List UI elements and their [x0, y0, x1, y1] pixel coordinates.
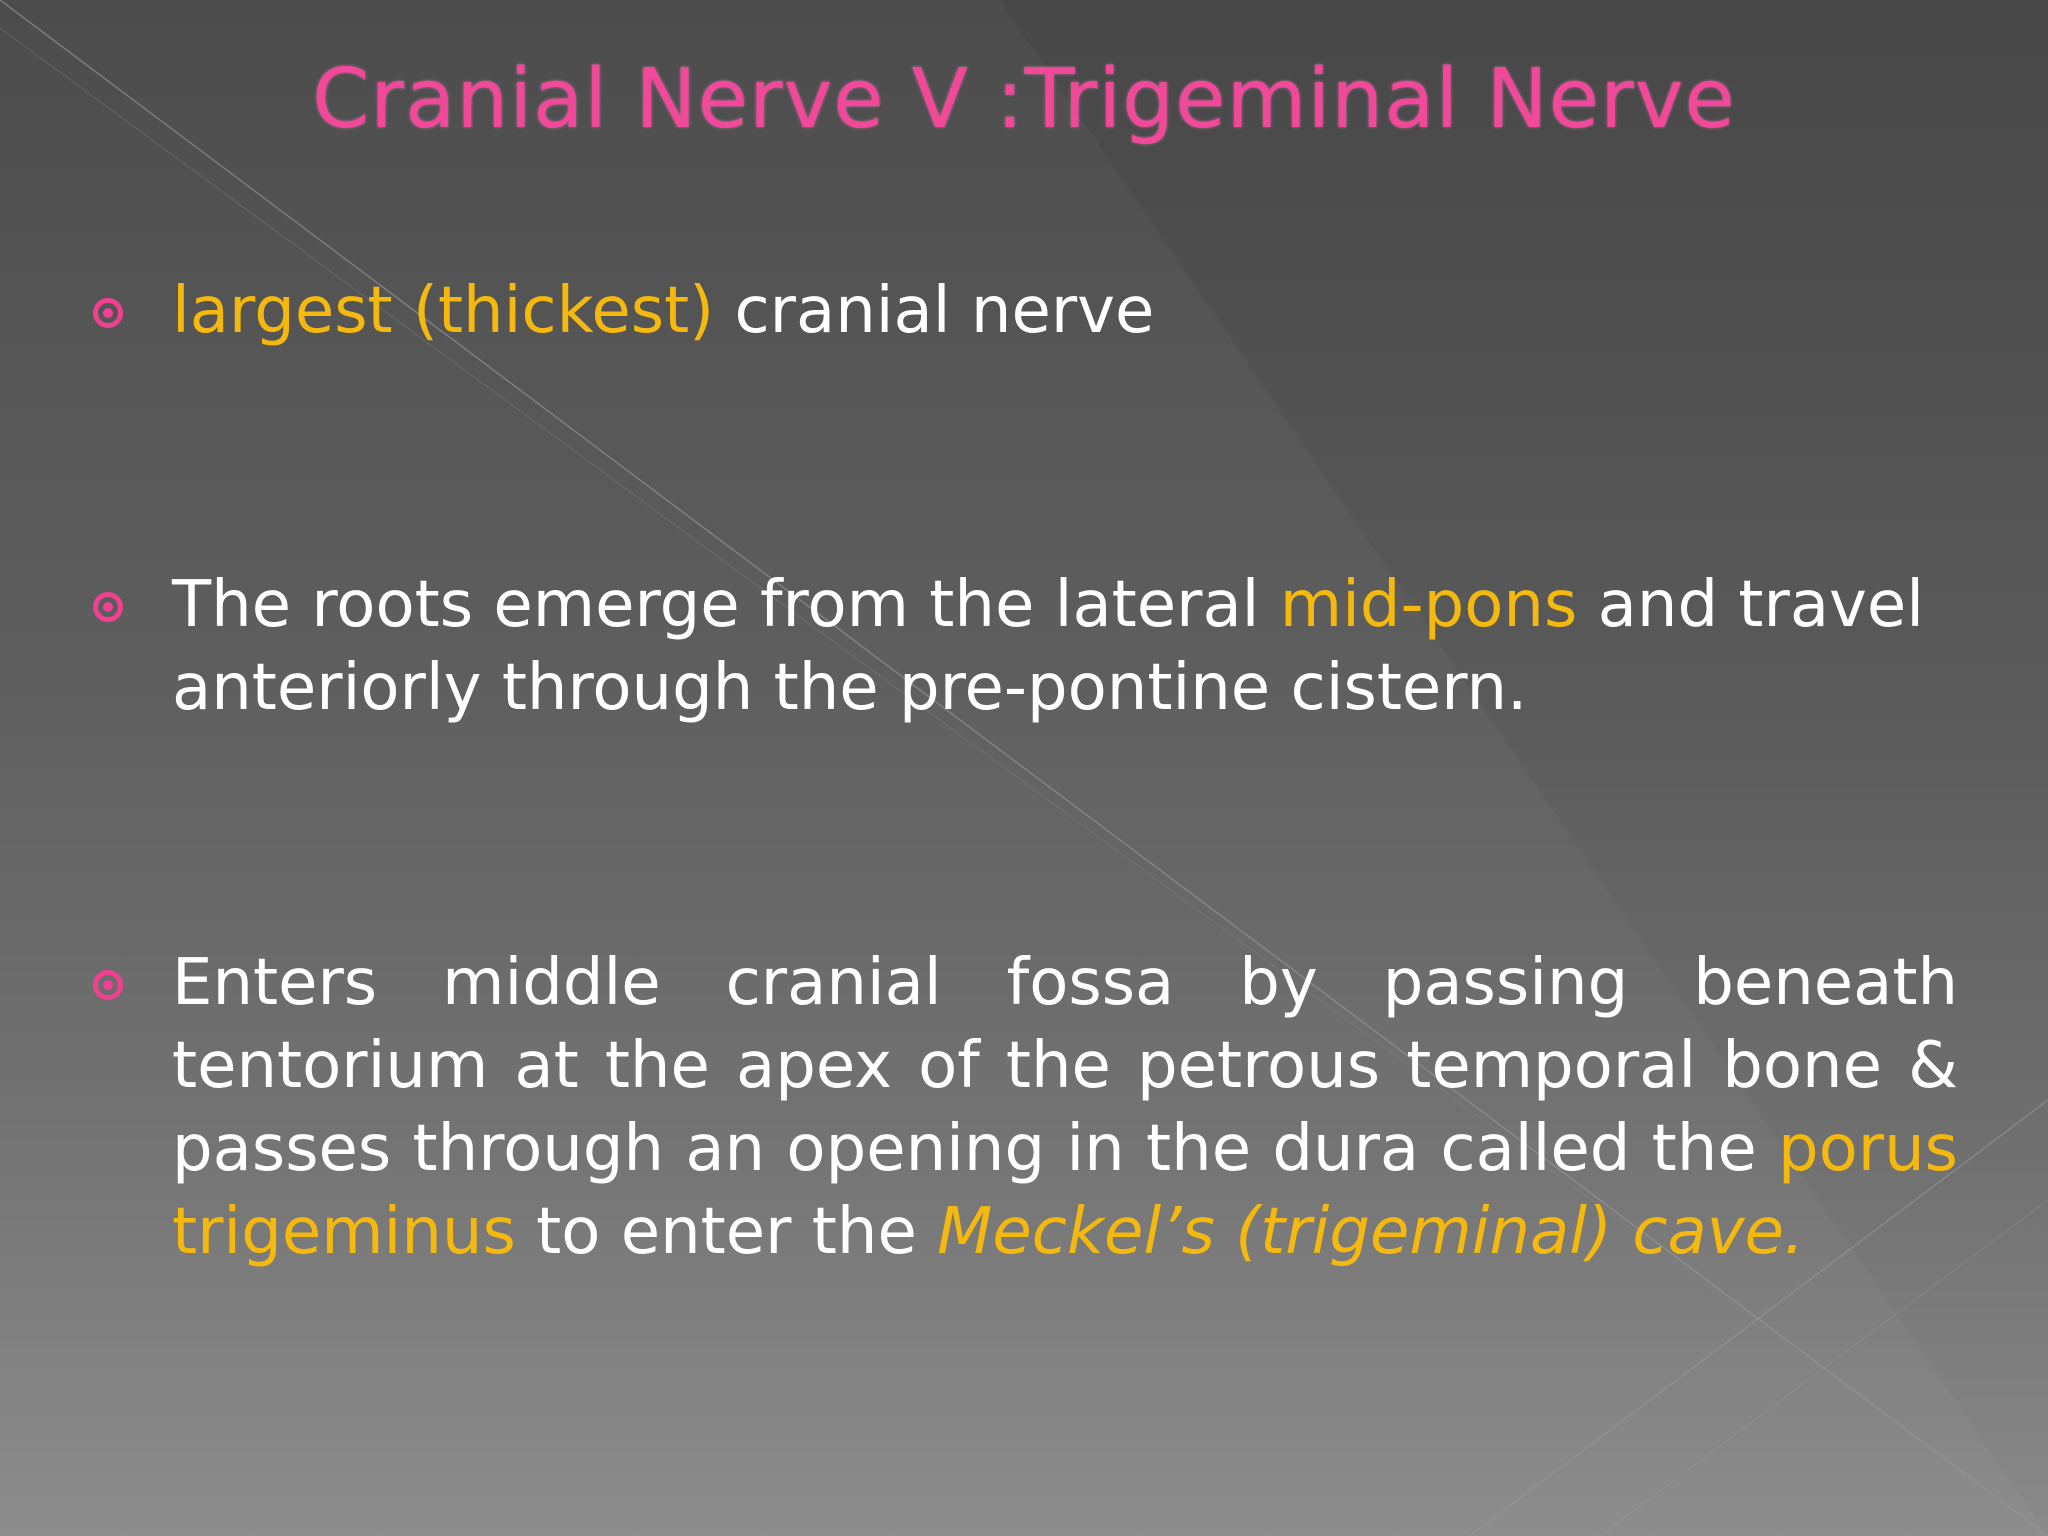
bullet-item-3	[172, 942, 1958, 1274]
circled-dot-bullet-icon	[93, 592, 123, 622]
bullet-highlight: mid-pons	[1279, 568, 1578, 642]
bullet-text: to enter the	[515, 1195, 938, 1269]
bullet-highlight: porus trigeminus	[172, 1112, 1958, 1269]
bullet-item-1	[172, 270, 1958, 353]
bullet-text: Enters middle cranial fossa by passing beneath tentorium at the apex of the petrous temporal bone & passes through an opening in the dura called the	[172, 946, 1958, 1186]
bullet-highlight-italic: Meckel’s (trigeminal) cave.	[937, 1195, 1805, 1269]
bullet-text: The roots emerge from the lateral	[172, 568, 1280, 642]
circled-dot-bullet-icon	[93, 970, 123, 1000]
bullet-item-2	[172, 564, 1958, 730]
circled-dot-bullet-icon	[93, 298, 123, 328]
bullet-highlight: largest (thickest)	[172, 274, 715, 348]
bullet-text: cranial nerve	[714, 274, 1155, 348]
bullet-text: and travel anteriorly through the pre-pontine cistern.	[172, 568, 1925, 725]
slide-title: Cranial Nerve V :Trigeminal Nerve	[312, 52, 1736, 147]
